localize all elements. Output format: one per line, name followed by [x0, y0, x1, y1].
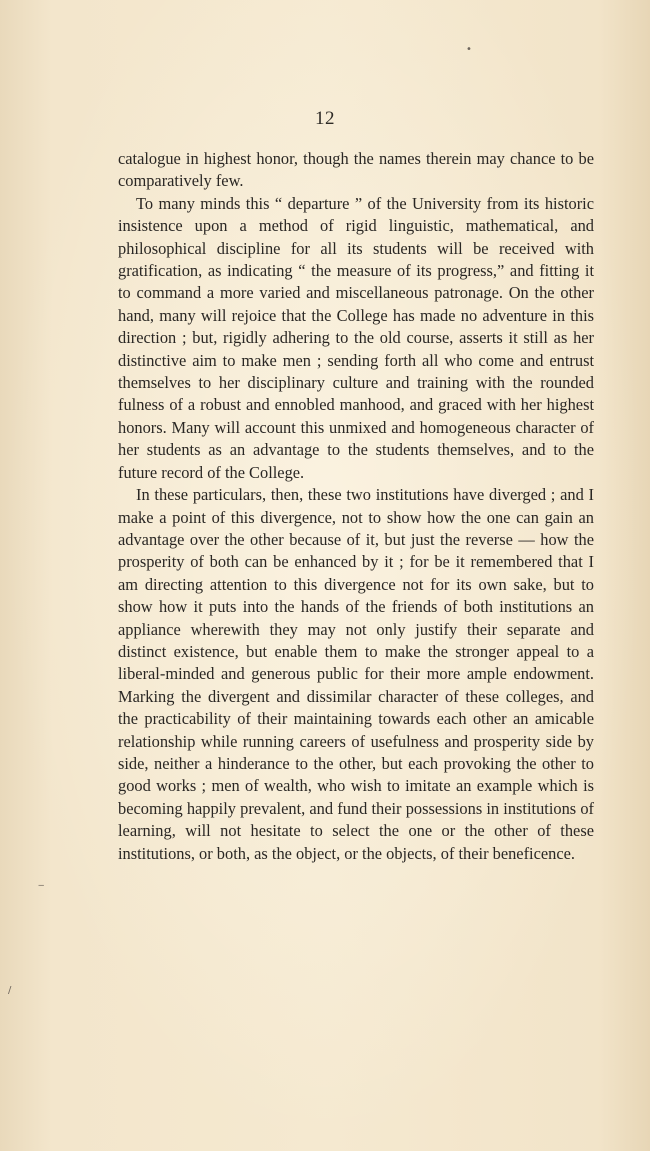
body-text: [118, 148, 594, 865]
paragraph-departure: To many minds this “ departure ” of the University from its historic insistence upon a method of rigid linguistic, mathematical, and philosophical discipline for all its students will be received with gratification, as indicating “ the measure of its progress,” and fitting it to command a more varied and miscellaneous patronage. On the other hand, many will rejoice that the College has made no adventure in this direction ; but, rigidly adhering to the old course, asserts it still as her distinctive aim to make men ; sending forth all who come and entrust themselves to her disciplinary culture and training with the rounded fulness of a robust and ennobled manhood, and graced with her highest honors. Many will account this unmixed and homogeneous character of her students as an advantage to the students themselves, and to the future record of the College.: [118, 193, 594, 482]
paragraph-divergence: In these particulars, then, these two institutions have diverged ; and I make a point of this divergence, not to show how the one can gain an advantage over the other because of it, but just the reverse — how the prosperity of both can be enhanced by it ; for be it remembered that I am directing attention to this divergence not for its own sake, but to show how it puts into the hands of the friends of both institutions an appliance wherewith they may not only justify their separate and distinct existence, but enable them to make the stronger appeal to a liberal-minded and generous public for their more ample endowment. Marking the divergent and dissimilar character of these colleges, and the practicability of their maintaining towards each other an amicable relationship while running careers of usefulness and prosperity side by side, neither a hinderance to the other, but each provoking the other to good works ; men of wealth, who wish to imitate an example which is becoming happily prevalent, and fund their possessions in institutions of learning, will not hesitate to select the one or the other of these institutions, or both, as the object, or the objects, of their beneficence.: [118, 485, 594, 863]
speck-mark: •: [466, 44, 472, 55]
margin-dash-mark: ‒: [38, 880, 45, 891]
margin-stroke-mark: /: [8, 985, 12, 996]
page-number: 12: [315, 108, 335, 129]
paragraph-continuation: catalogue in highest honor, though the names therein may chance to be comparatively few.: [118, 149, 594, 191]
